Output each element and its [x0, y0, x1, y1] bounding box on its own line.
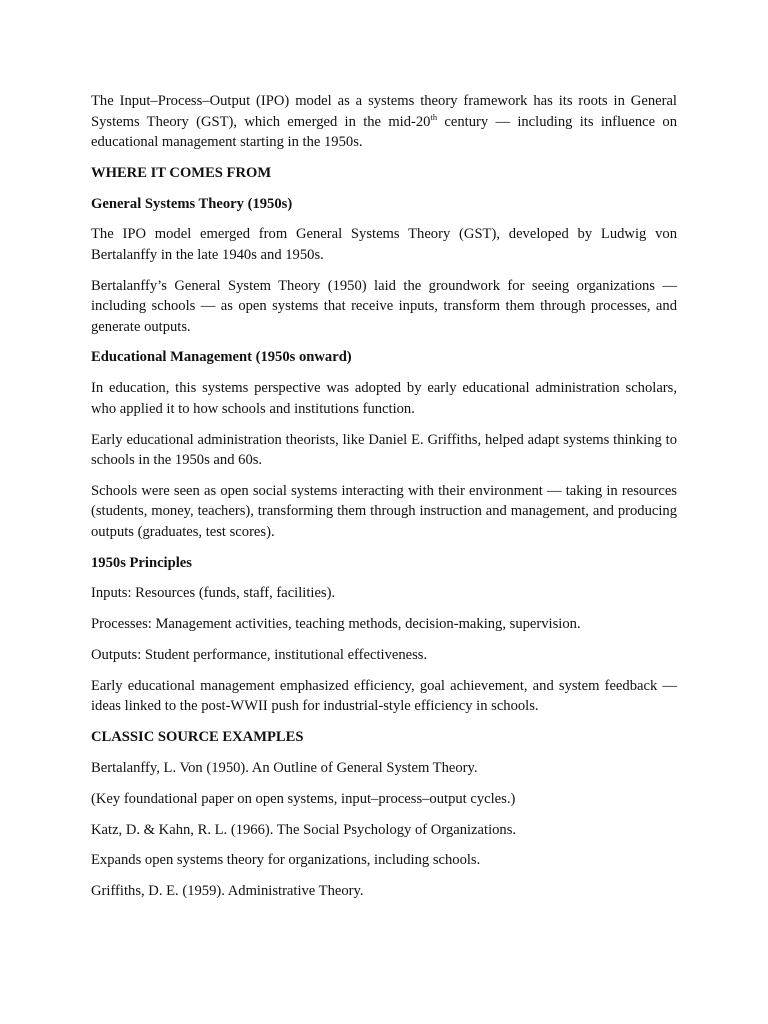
- source-bertalanffy: Bertalanffy, L. Von (1950). An Outline of General System Theory.: [91, 759, 478, 776]
- document-page: [91, 91, 677, 912]
- source-griffiths: Griffiths, D. E. (1959). Administrative Theory.: [91, 883, 364, 900]
- intro-text-end: century — including its influence on educational management starting in the 1950s.: [91, 113, 677, 150]
- heading-general-systems-theory: General Systems Theory (1950s): [91, 195, 293, 212]
- intro-superscript: th: [430, 111, 438, 122]
- paragraph-processes: Processes: Management activities, teaching methods, decision-making, supervision.: [91, 616, 581, 633]
- heading-classic-source-examples: CLASSIC SOURCE EXAMPLES: [91, 729, 304, 746]
- heading-educational-management: Educational Management (1950s onward): [91, 349, 352, 366]
- source-bertalanffy-note: (Key foundational paper on open systems, input–process–output cycles.): [91, 790, 516, 807]
- source-katz-kahn-note: Expands open systems theory for organizations, including schools.: [91, 852, 481, 869]
- paragraph-gst-groundwork: Bertalanffy’s General System Theory (1950) laid the groundwork for seeing organizations — including schools — as open systems that receive inputs, transform them through processes, and generate outputs.: [91, 277, 677, 335]
- intro-text-start: The Input–Process–Output (IPO) model as a systems theory framework has its roots in General Systems Theory (GST), which emerged in the mid-20: [91, 93, 677, 130]
- paragraph-efficiency: Early educational management emphasized efficiency, goal achievement, and system feedback — ideas linked to the post-WWII push for industrial-style efficiency in schools.: [91, 677, 677, 715]
- heading-1950s-principles: 1950s Principles: [91, 554, 192, 571]
- paragraph-edu-theorists: Early educational administration theorists, like Daniel E. Griffiths, helped adapt systems thinking to schools in the 1950s and 60s.: [91, 431, 677, 469]
- paragraph-edu-open-systems: Schools were seen as open social systems interacting with their environment — taking in resources (students, money, teachers), transforming them through instruction and management, and producing outputs (graduates, test scores).: [91, 482, 677, 540]
- source-katz-kahn: Katz, D. & Kahn, R. L. (1966). The Social Psychology of Organizations.: [91, 821, 517, 838]
- heading-where-it-comes-from: WHERE IT COMES FROM: [91, 164, 272, 181]
- paragraph-gst-origin: The IPO model emerged from General Systems Theory (GST), developed by Ludwig von Bertalanffy in the late 1940s and 1950s.: [91, 226, 677, 263]
- paragraph-edu-adoption: In education, this systems perspective was adopted by early educational administration scholars, who applied it to how schools and institutions function.: [91, 380, 677, 417]
- paragraph-inputs: Inputs: Resources (funds, staff, facilities).: [91, 585, 336, 602]
- paragraph-outputs: Outputs: Student performance, institutional effectiveness.: [91, 647, 428, 664]
- intro-paragraph: [91, 91, 677, 153]
